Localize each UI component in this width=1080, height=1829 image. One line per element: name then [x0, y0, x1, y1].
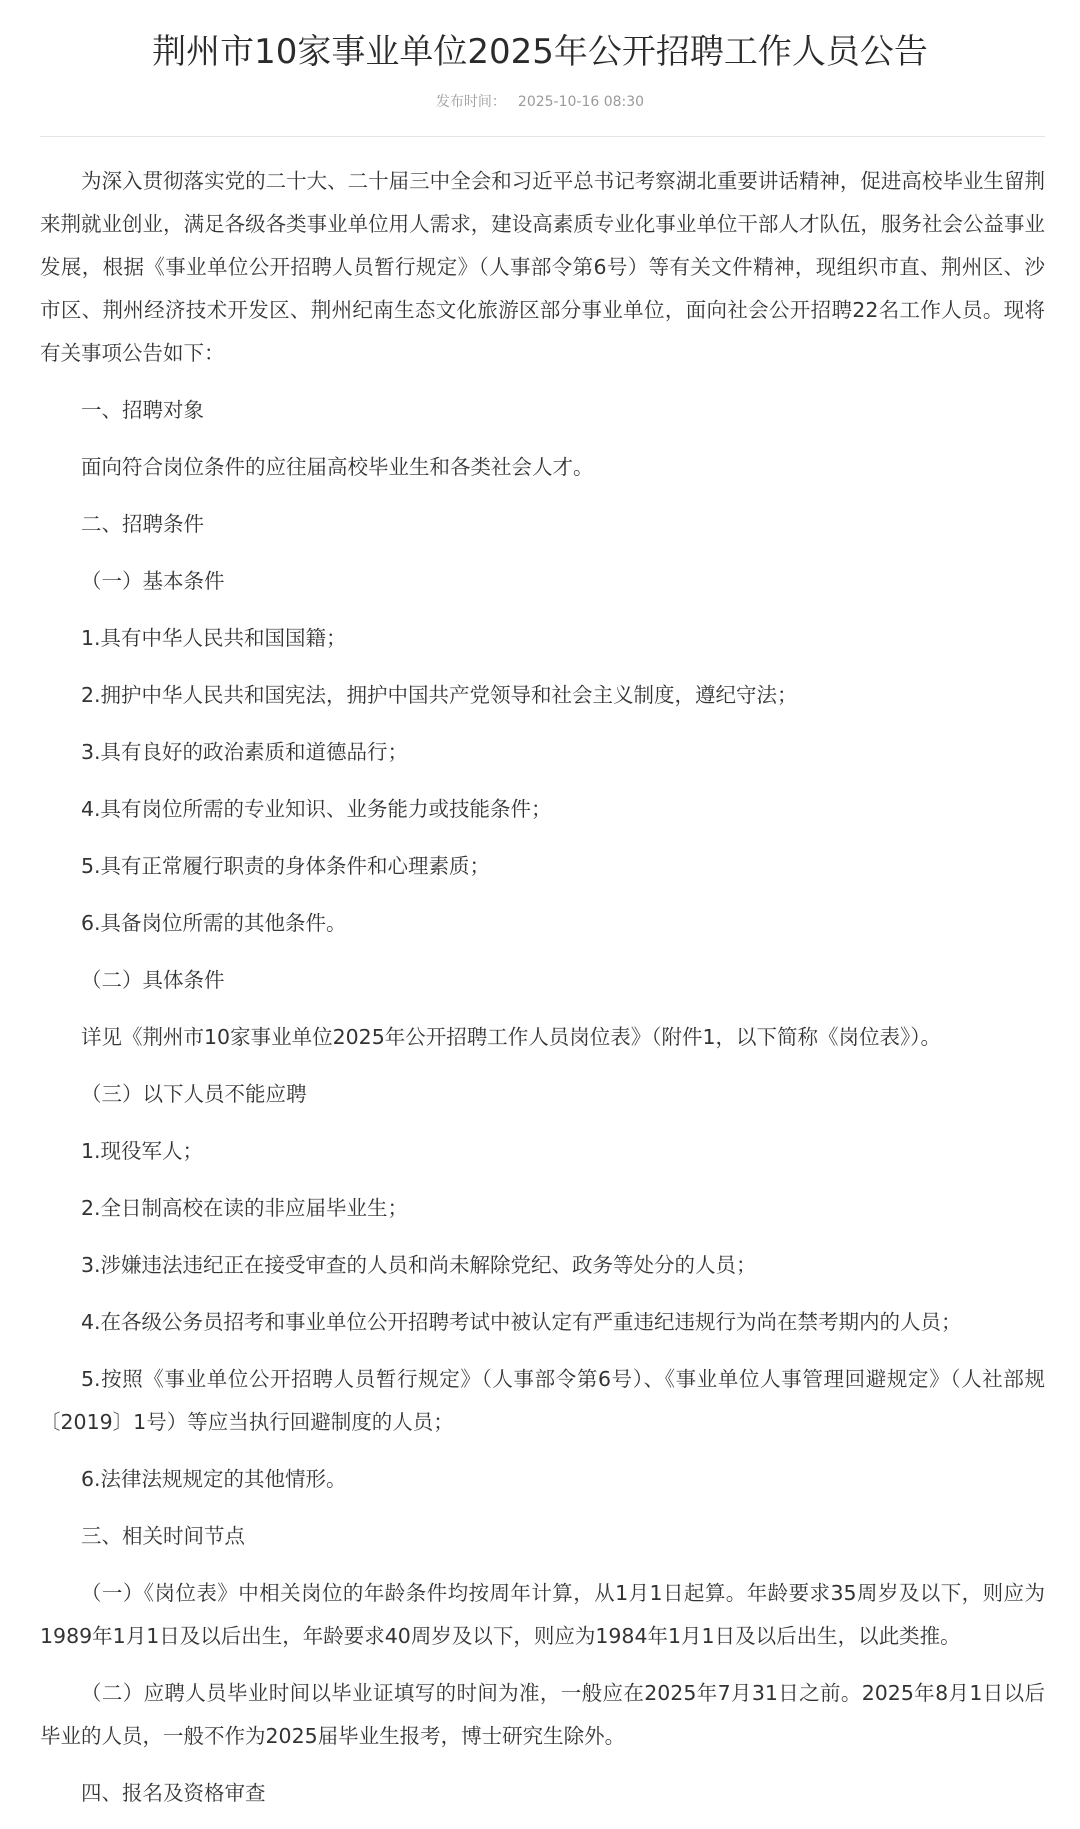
section-heading: 一、招聘对象: [81, 398, 204, 422]
body-paragraph: （一）《岗位表》中相关岗位的年龄条件均按周年计算，从1月1日起算。年龄要求35周岁及以下，则应为1989年1月1日及以后出生，年龄要求40周岁及以下，则应为1984年1月1日及以后出生，以此类推。: [40, 1581, 1045, 1648]
list-item: 1.具有中华人民共和国国籍；: [81, 626, 347, 650]
section-heading: 四、报名及资格审查: [81, 1781, 266, 1805]
body-paragraph: 面向符合岗位条件的应往届高校毕业生和各类社会人才。: [81, 455, 594, 479]
intro-paragraph: 为深入贯彻落实党的二十大、二十届三中全会和习近平总书记考察湖北重要讲话精神，促进高校毕业生留荆来荆就业创业，满足各级各类事业单位用人需求，建设高素质专业化事业单位干部人才队伍，服务社会公益事业发展，根据《事业单位公开招聘人员暂行规定》（人事部令第6号）等有关文件精神，现组织市直、荆州区、沙市区、荆州经济技术开发区、荆州纪南生态文化旅游区部分事业单位，面向社会公开招聘22名工作人员。现将有关事项公告如下：: [40, 169, 1045, 365]
body-paragraph: （二）应聘人员毕业时间以毕业证填写的时间为准，一般应在2025年7月31日之前。2025年8月1日以后毕业的人员，一般不作为2025届毕业生报考，博士研究生除外。: [40, 1681, 1045, 1748]
list-item: 5.具有正常履行职责的身体条件和心理素质；: [81, 854, 491, 878]
article-body: [40, 160, 1045, 1829]
section-heading: 三、相关时间节点: [81, 1524, 245, 1548]
list-item: 2.拥护中华人民共和国宪法，拥护中国共产党领导和社会主义制度，遵纪守法；: [81, 683, 798, 707]
list-item: 1.现役军人；: [81, 1139, 204, 1163]
publish-time: 2025-10-16 08:30: [517, 94, 645, 110]
list-item: 6.法律法规规定的其他情形。: [81, 1467, 347, 1491]
article-title: 荆州市10家事业单位2025年公开招聘工作人员公告: [152, 32, 928, 72]
publish-info: [0, 91, 1080, 111]
subsection-heading: （三）以下人员不能应聘: [81, 1082, 307, 1106]
list-item: 4.具有岗位所需的专业知识、业务能力或技能条件；: [81, 797, 552, 821]
section-heading: 二、招聘条件: [81, 512, 204, 536]
list-item: 5.按照《事业单位公开招聘人员暂行规定》（人事部令第6号）、《事业单位人事管理回避规定》（人社部规〔2019〕1号）等应当执行回避制度的人员；: [40, 1367, 1045, 1434]
subsection-heading: （一）基本条件: [81, 569, 225, 593]
list-item: 3.具有良好的政治素质和道德品行；: [81, 740, 409, 764]
list-item: 4.在各级公务员招考和事业单位公开招聘考试中被认定有严重违纪违规行为尚在禁考期内的人员；: [81, 1310, 962, 1334]
subsection-heading: （二）具体条件: [81, 968, 225, 992]
list-item: 6.具备岗位所需的其他条件。: [81, 911, 347, 935]
publish-label: 发布时间：: [435, 94, 506, 110]
list-item: 3.涉嫌违法违纪正在接受审查的人员和尚未解除党纪、政务等处分的人员；: [81, 1253, 757, 1277]
list-item: 2.全日制高校在读的非应届毕业生；: [81, 1196, 409, 1220]
title-divider: [40, 136, 1045, 137]
body-paragraph: 详见《荆州市10家事业单位2025年公开招聘工作人员岗位表》（附件1，以下简称《岗位表》）。: [81, 1025, 942, 1049]
